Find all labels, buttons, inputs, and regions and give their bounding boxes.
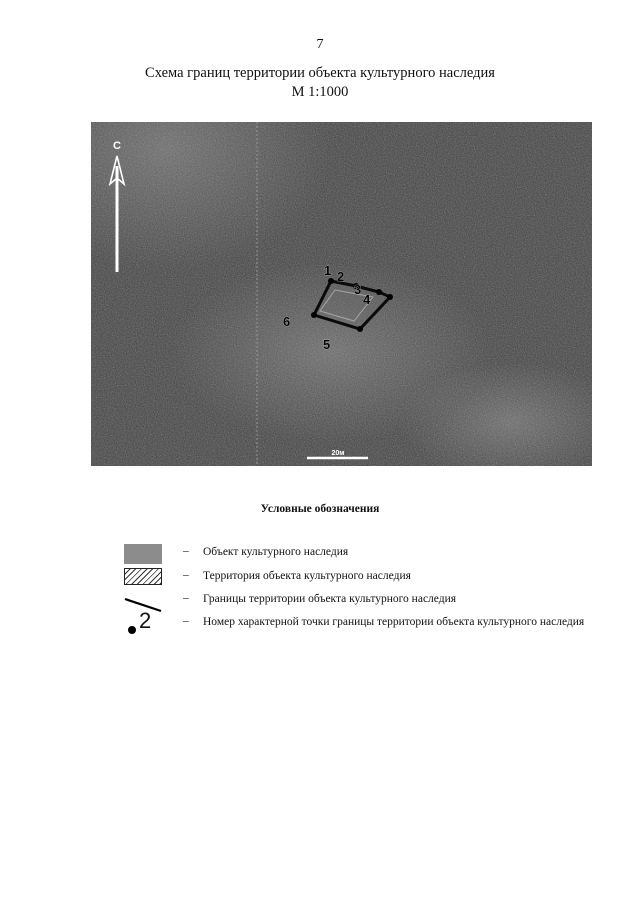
legend-text: Номер характерной точки границы территории объекта культурного наследия bbox=[203, 616, 585, 628]
point-label-5: 5 bbox=[323, 337, 331, 352]
point-label-2: 2 bbox=[337, 269, 345, 284]
legend-dash: – bbox=[183, 615, 189, 627]
object-swatch-icon bbox=[123, 544, 165, 566]
legend-text: Границы территории объекта культурного наследия bbox=[203, 593, 457, 605]
map-scale: М 1:1000 bbox=[291, 84, 349, 100]
legend-dash: – bbox=[183, 592, 189, 604]
aerial-map bbox=[91, 122, 592, 466]
legend-text: Территория объекта культурного наследия bbox=[203, 570, 411, 582]
legend-item-point-number bbox=[123, 608, 603, 648]
page-title: Схема границ территории объекта культурного наследия bbox=[145, 65, 495, 81]
legend-title: Условные обозначения bbox=[260, 503, 380, 515]
scale-bar-label: 20м bbox=[331, 450, 345, 457]
map-canvas bbox=[91, 122, 592, 466]
legend-dash: – bbox=[183, 569, 189, 581]
boundary-point bbox=[328, 278, 334, 284]
legend-item-object bbox=[123, 544, 603, 566]
boundary-point bbox=[311, 312, 317, 318]
point-label-6: 6 bbox=[283, 314, 291, 329]
point-number-example: 2 bbox=[139, 608, 152, 633]
legend-item-boundary bbox=[123, 591, 603, 613]
north-label: С bbox=[113, 140, 121, 152]
boundary-point bbox=[387, 294, 393, 300]
point-label-3: 3 bbox=[354, 282, 362, 297]
point-label-4: 4 bbox=[363, 292, 371, 307]
point-label-1: 1 bbox=[324, 263, 332, 278]
point-number-icon bbox=[123, 608, 165, 642]
page-number: 7 bbox=[316, 37, 324, 52]
legend-item-territory bbox=[123, 568, 603, 588]
boundary-point bbox=[376, 289, 382, 295]
legend-dash: – bbox=[183, 545, 189, 557]
territory-hatch-icon bbox=[123, 568, 165, 590]
boundary-point bbox=[357, 326, 363, 332]
legend-text: Объект культурного наследия bbox=[203, 546, 349, 558]
